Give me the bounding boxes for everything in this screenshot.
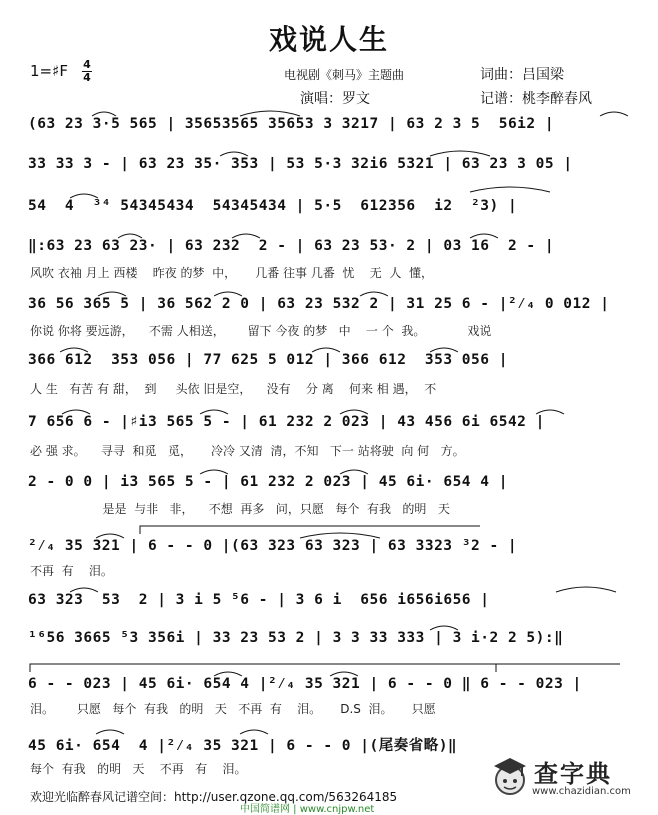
staff-line-2: 33 33 3 - | 63 23 35· 353 | 53 5·3 32i6 5321 | 63 23 3 05 |: [28, 156, 573, 172]
subtitle: 电视剧《刺马》主题曲: [284, 68, 405, 82]
lyricist: 词曲：吕国梁: [480, 67, 564, 83]
staff-line-9: ²⁄₄ 35 321 | 6 - - 0 |(63 323 63 323 | 63 3323 ³2 - |: [28, 538, 518, 554]
staff-line-6: 366 612 353 056 | 77 625 5 012 | 366 612 353 056 |: [28, 352, 508, 368]
footer-text: 欢迎光临醉春风记谱空间：http://user.qzone.qq.com/563264185: [30, 790, 398, 804]
staff-line-1: (63 23 3·5 565 | 35653565 35653 3 3217 | 63 2 3 5 56i2 |: [28, 116, 555, 132]
lyric-line-7: 必 强 求。 寻寻 和觅 觅， 冷冷 又清 清，不知 下一 站将驶 向 何 方。: [30, 444, 465, 458]
lyric-line-12: 泪。 只愿 每个 有我 的明 天 不再 有 泪。 D.S 泪。 只愿: [30, 702, 436, 716]
transcriber: 记谱：桃李醉春风: [480, 91, 592, 107]
lyric-line-6: 人 生 有苦 有 甜， 到 头依 旧是空， 没有 分 离 何来 相 遇， 不: [30, 382, 437, 396]
lyric-line-5: 你说 你将 要远游， 不需 人相送， 留下 今夜 的梦 中 一 个 我。 戏说: [30, 324, 492, 338]
lyric-line-9: 不再 有 泪。: [30, 564, 113, 578]
staff-line-4: ‖:63 23 63 23· | 63 232 2 - | 63 23 53· 2 | 03 16 2 - |: [28, 238, 555, 254]
page-title: 戏说人生: [268, 23, 389, 56]
footer-site[interactable]: 中国简谱网 | www.cnjpw.net: [240, 804, 375, 815]
lyric-line-4: 风吹 衣袖 月上 西楼 昨夜 的梦 中， 几番 往事 几番 忧 无 人 懂，: [30, 266, 433, 280]
singer: 演唱：罗文: [300, 91, 370, 107]
logo-title: 查字典: [534, 760, 612, 788]
staff-line-12: 6 - - 023 | 45 6i· 654 4 |²⁄₄ 35 321 | 6 - - 0 ‖ 6 - - 023 |: [28, 676, 582, 692]
lyric-line-13: 每个 有我 的明 天 不再 有 泪。: [30, 762, 247, 776]
staff-line-7: 7 656 6 - |♯i3 565 5 - | 61 232 2 023 | 43 456 6i 6542 |: [28, 414, 545, 430]
key-signature: 1=♯F: [30, 62, 68, 80]
staff-line-5: 36 56 365 5 | 36 562 2 0 | 63 23 532 2 | 31 25 6 - |²⁄₄ 0 012 |: [28, 296, 610, 312]
staff-line-11: ¹⁶56 3665 ⁵3 356i | 33 23 53 2 | 3 3 33 333 | 3 i·2 2 5):‖: [28, 630, 564, 646]
scholar-icon: [490, 754, 530, 798]
time-signature-bottom: 4: [83, 71, 91, 84]
logo-url: www.chazidian.com: [532, 786, 631, 797]
staff-line-13: 45 6i· 654 4 |²⁄₄ 35 321 | 6 - - 0 |(尾奏省略)‖: [28, 738, 458, 754]
time-signature-top: 4: [83, 58, 91, 71]
staff-line-10: 63 323 53 2 | 3 i 5 ⁵6 - | 3 6 i 656 i656i656 |: [28, 592, 490, 608]
chazidian-logo[interactable]: [488, 752, 644, 802]
staff-line-3: 54 4 ³⁴ 54345434 54345434 | 5·5 612356 i2 ²3) |: [28, 198, 518, 214]
staff-line-8: 2 - 0 0 | i3 565 5 - | 61 232 2 023 | 45 6i· 654 4 |: [28, 474, 508, 490]
lyric-line-8: 是是 与非 非， 不想 再多 问，只愿 每个 有我 的明 天: [30, 502, 450, 516]
